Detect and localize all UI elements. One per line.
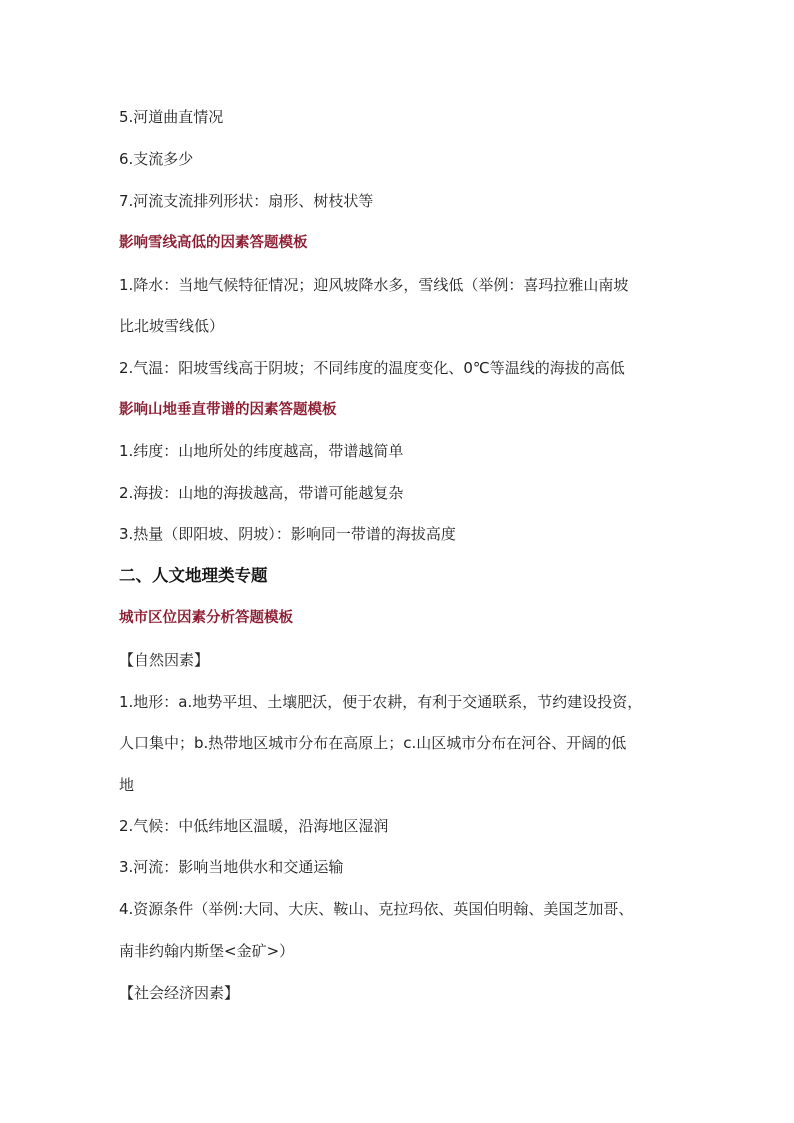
subheading-natural-factors: 【自然因素】 [119,651,210,669]
list-item-river-course: 5.河道曲直情况 [119,108,224,126]
list-item-resources: 4.资源条件（举例:大同、大庆、鞍山、克拉玛依、英国伯明翰、美国芝加哥、 [119,900,634,918]
list-item-terrain-cont-2: 地 [119,776,135,794]
subheading-socioeconomic-factors: 【社会经济因素】 [119,984,240,1002]
list-item-terrain-cont: 人口集中；b.热带地区城市分布在高原上；c.山区城市分布在河谷、开阔的低 [119,734,627,752]
section-heading-vertical-zonation: 影响山地垂直带谱的因素答题模板 [119,402,337,418]
list-item-latitude: 1.纬度：山地所处的纬度越高，带谱越简单 [119,442,404,460]
section-heading-city-location: 城市区位因素分析答题模板 [119,610,293,626]
list-item-resources-cont: 南非约翰内斯堡<金矿>） [119,942,295,960]
list-item-terrain: 1.地形：a.地势平坦、土壤肥沃，便于农耕，有利于交通联系，节约建设投资， [119,693,643,711]
chapter-heading-human-geography: 二、人文地理类专题 [119,566,268,585]
list-item-tributary-shape: 7.河流支流排列形状：扇形、树枝状等 [119,192,374,210]
list-item-rivers: 3.河流：影响当地供水和交通运输 [119,858,344,876]
list-item-altitude: 2.海拔：山地的海拔越高，带谱可能越复杂 [119,484,404,502]
list-item-climate: 2.气候：中低纬地区温暖，沿海地区湿润 [119,817,389,835]
list-item-precipitation: 1.降水：当地气候特征情况；迎风坡降水多，雪线低（举例：喜玛拉雅山南坡 [119,276,629,294]
section-heading-snowline: 影响雪线高低的因素答题模板 [119,235,308,251]
list-item-heat: 3.热量（即阳坡、阴坡）：影响同一带谱的海拔高度 [119,525,456,543]
list-item-tributaries: 6.支流多少 [119,150,194,168]
list-item-precipitation-cont: 比北坡雪线低） [119,317,225,335]
list-item-temperature: 2.气温：阳坡雪线高于阴坡；不同纬度的温度变化、0℃等温线的海拔的高低 [119,359,625,377]
